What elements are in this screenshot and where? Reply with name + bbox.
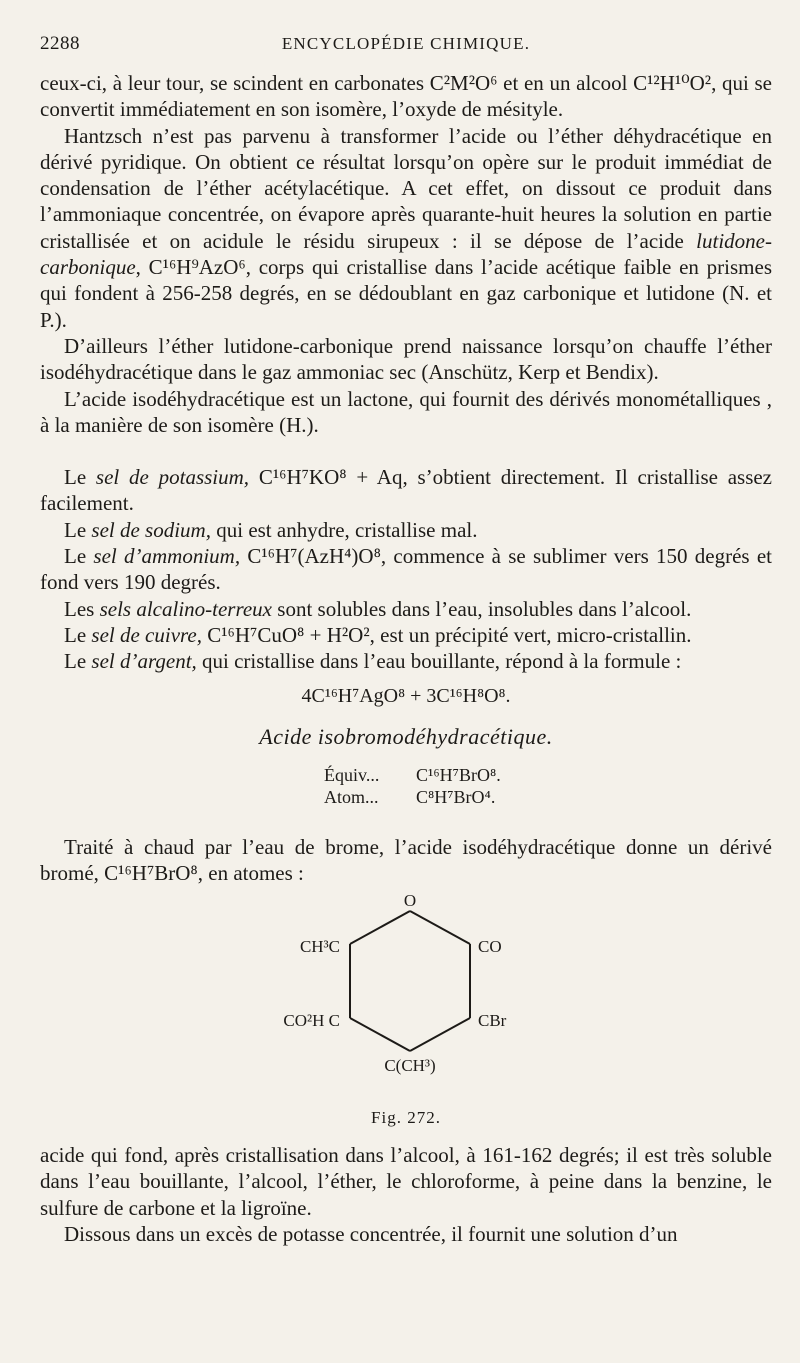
atom-label-upper-right: CO — [478, 937, 502, 957]
ring-structure-diagram — [280, 886, 580, 1106]
salt-text: Le — [64, 517, 92, 542]
salt-paragraph — [40, 622, 772, 648]
page-header — [40, 0, 772, 70]
salt-text: C¹⁶H⁷CuO⁸ + H²O², est un précipité vert, micro-cristallin. — [202, 622, 692, 647]
salt-paragraph — [40, 648, 772, 674]
running-title: ENCYCLOPÉDIE CHIMIQUE. — [281, 34, 531, 53]
salt-text: qui est anhydre, cristallise mal. — [210, 517, 478, 542]
paragraph — [40, 123, 772, 333]
salt-name: sel d’argent, — [91, 649, 197, 674]
atom-label-lower-left: CO²H C — [283, 1011, 340, 1031]
salt-name: sel de potassium, — [95, 465, 250, 490]
salt-name: sels alcalino-terreux — [99, 596, 273, 621]
paragraph: ceux-ci, à leur tour, se scindent en carbonates C²M²O⁶ et en un alcool C¹²H¹⁰O², qui se convertit immédiatement en son isomère, l’oxyde de mésityle. — [40, 71, 772, 122]
body-text — [40, 70, 772, 675]
atom-label-top: O — [403, 891, 417, 911]
atom-row — [324, 786, 772, 808]
atom-value: C⁸H⁷BrO⁴. — [416, 786, 496, 807]
italic-term: lutidone-carbonique — [40, 228, 772, 280]
salt-text: Le — [64, 622, 92, 647]
figure-caption: Fig. 272. — [371, 1108, 441, 1128]
atom-label-upper-left: CH³C — [299, 937, 340, 957]
salt-text: Les — [64, 596, 100, 621]
body-text — [40, 1142, 772, 1247]
equiv-row — [324, 764, 772, 786]
paragraph: D’ailleurs l’éther lutidone-carbonique prend naissance lorsqu’on chauffe l’éther isodéhydracétique dans le gaz ammoniac sec (Anschütz, Kerp et Bendix). — [40, 333, 772, 385]
equiv-label: Équiv... — [324, 764, 380, 785]
structure-figure — [40, 886, 772, 1132]
salt-name: sel de cuivre, — [91, 622, 202, 647]
hexagon-ring — [350, 911, 470, 1051]
salt-text: sont solubles dans l’eau, insolubles dans l’alcool. — [272, 596, 692, 621]
salt-text: Le — [64, 465, 96, 490]
salt-text: C¹⁶H⁷KO⁸ + Aq, s’obtient directement. Il cristallise assez facilement. — [40, 465, 773, 516]
paragraph: L’acide isodéhydracétique est un lactone, qui fournit des dérivés monométalliques , à la manière de son isomère (H.). — [40, 386, 772, 437]
atom-label-lower-right: CBr — [478, 1011, 507, 1031]
salt-paragraph — [40, 596, 772, 622]
salt-text: C¹⁶H⁷(AzH⁴)O⁸, commence à se sublimer vers 150 degrés et fond vers 190 degrés. — [40, 544, 772, 595]
body-text — [40, 834, 772, 887]
equiv-value: C¹⁶H⁷BrO⁸. — [416, 764, 501, 785]
paragraph-text: Hantzsch n’est pas parvenu à transformer l’acide ou l’éther déhydracétique en dérivé pyridique. On obtient ce résultat lorsqu’on opère sur le produit immédiat de condensation de l’éther acétylacétique. A cet effet, on dissout ce produit dans l’ammoniaque concentrée, on évapore après quarante-huit heures la solution en partie cristallisée et on acidule le résidu sirupeux : il se dépose de l’acide — [40, 123, 772, 253]
silver-salt-formula: 4C¹⁶H⁷AgO⁸ + 3C¹⁶H⁸O⁸. — [301, 684, 511, 707]
page-number: 2288 — [40, 33, 80, 54]
salt-text: qui cristallise dans l’eau bouillante, répond à la formule : — [196, 649, 682, 674]
equivalent-formulas — [324, 764, 772, 808]
salt-name: sel d’ammonium, — [93, 544, 241, 569]
paragraph: Traité à chaud par l’eau de brome, l’acide isodéhydracétique donne un dérivé bromé, C¹⁶H⁷BrO⁸, en atomes : — [40, 834, 772, 885]
paragraph-text: , C¹⁶H⁹AzO⁶, corps qui cristallise dans l’acide acétique faible en prismes qui fondent à 256-258 degrés, en se dédoublant en gaz carbonique et lutidone (N. et P.). — [40, 255, 772, 332]
atom-label: Atom... — [324, 786, 379, 807]
salt-text: Le — [64, 649, 92, 674]
salt-paragraph — [40, 543, 772, 596]
paragraph: Dissous dans un excès de potasse concentrée, il fournit une solution d’un — [64, 1222, 678, 1247]
section-heading: Acide isobromodéhydracétique. — [259, 723, 553, 749]
paragraph: acide qui fond, après cristallisation dans l’alcool, à 161-162 degrés; il est très soluble dans l’eau bouillante, l’alcool, l’éther, le chloroforme, à peine dans la benzine, le sulfure de carbone et la ligroïne. — [40, 1143, 772, 1220]
salt-paragraph — [40, 517, 772, 543]
salt-paragraph — [40, 464, 772, 517]
salt-text: Le — [64, 544, 94, 569]
atom-label-bottom: C(CH³) — [384, 1056, 436, 1076]
salt-name: sel de sodium, — [91, 517, 211, 542]
